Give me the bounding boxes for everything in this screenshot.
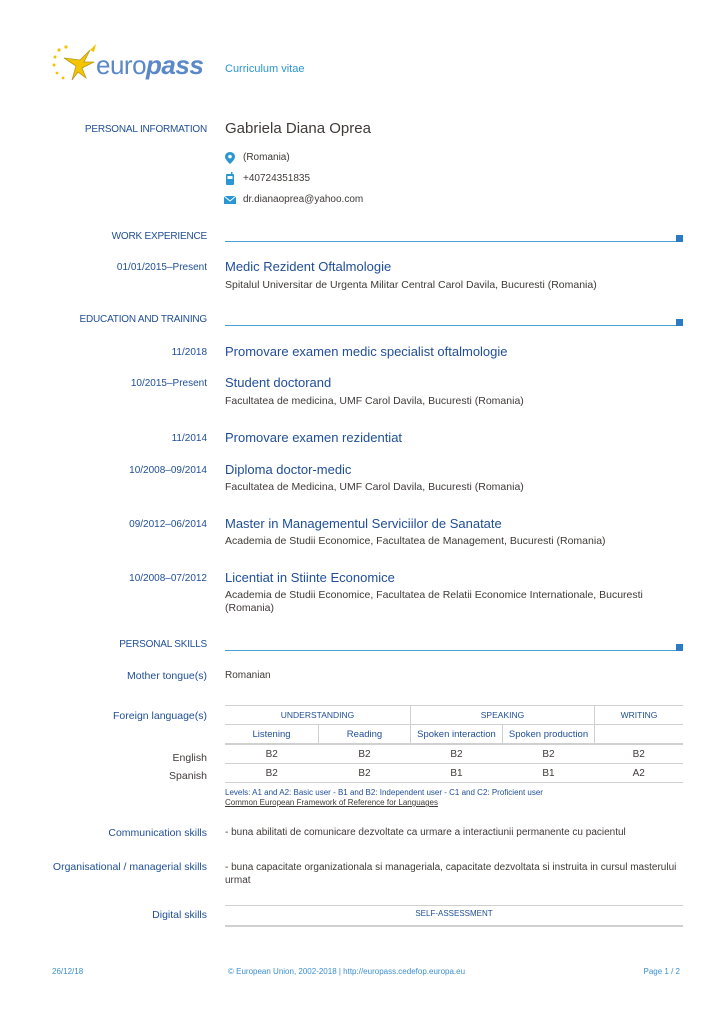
cell: B1 bbox=[503, 764, 595, 783]
section-divider-marker bbox=[676, 644, 683, 651]
mobile-phone-icon bbox=[226, 172, 234, 185]
education-organisation: Academia de Studii Economice, Facultatea de Relatii Economice Internationale, Bucuresti (Romania) bbox=[225, 589, 643, 614]
europass-logo bbox=[50, 40, 210, 90]
digital-skills-table-top-border bbox=[225, 905, 683, 906]
col-spoken-interaction: Spoken interaction bbox=[411, 725, 503, 745]
language-name-spanish: Spanish bbox=[169, 770, 207, 782]
section-label-work-experience: WORK EXPERIENCE bbox=[111, 231, 207, 242]
group-writing: WRITING bbox=[595, 706, 684, 725]
language-name-english: English bbox=[172, 752, 207, 764]
education-date: 10/2008–07/2012 bbox=[129, 573, 207, 584]
organisational-skills-label: Organisational / managerial skills bbox=[52, 861, 207, 873]
work-organisation: Spitalul Universitar de Urgenta Militar Central Carol Davila, Bucuresti (Romania) bbox=[225, 279, 597, 291]
group-speaking: SPEAKING bbox=[411, 706, 595, 725]
section-label-personal-skills: PERSONAL SKILLS bbox=[119, 639, 207, 650]
cell: A2 bbox=[595, 764, 684, 783]
section-divider bbox=[225, 650, 676, 651]
col-writing bbox=[595, 725, 684, 745]
education-organisation: Facultatea de medicina, UMF Carol Davila, Bucuresti (Romania) bbox=[225, 395, 524, 407]
education-date: 11/2018 bbox=[171, 347, 207, 358]
mother-tongue-label: Mother tongue(s) bbox=[127, 670, 207, 682]
section-divider-marker bbox=[676, 319, 683, 326]
education-title: Promovare examen rezidentiat bbox=[225, 430, 403, 445]
foreign-languages-label: Foreign language(s) bbox=[113, 710, 207, 722]
section-label-education: EDUCATION AND TRAINING bbox=[79, 314, 207, 325]
candidate-name: Gabriela Diana Oprea bbox=[225, 120, 371, 137]
education-date: 10/2008–09/2014 bbox=[129, 465, 207, 476]
cell: B2 bbox=[411, 744, 503, 764]
education-title: Master in Managementul Serviciilor de Sanatate bbox=[225, 516, 502, 531]
document-title: Curriculum vitae bbox=[225, 63, 305, 75]
digital-skills-table-bottom-border bbox=[225, 925, 683, 927]
cell: B2 bbox=[225, 744, 319, 764]
education-title: Promovare examen medic specialist oftalmologie bbox=[225, 344, 508, 359]
col-spoken-production: Spoken production bbox=[503, 725, 595, 745]
language-row-spanish bbox=[225, 764, 683, 783]
cell: B2 bbox=[595, 744, 684, 764]
location-text: (Romania) bbox=[243, 152, 290, 163]
email-envelope-icon bbox=[224, 196, 236, 204]
location-pin-icon bbox=[225, 152, 235, 164]
education-date: 11/2014 bbox=[171, 433, 207, 444]
work-title: Medic Rezident Oftalmologie bbox=[225, 259, 392, 274]
mother-tongue-value: Romanian bbox=[225, 670, 271, 681]
section-divider bbox=[225, 325, 676, 326]
work-date: 01/01/2015–Present bbox=[116, 262, 207, 273]
section-divider bbox=[225, 241, 676, 242]
education-date: 10/2015–Present bbox=[130, 378, 207, 389]
phone-number: +40724351835 bbox=[243, 173, 311, 184]
cell: B1 bbox=[411, 764, 503, 783]
cell: B2 bbox=[319, 744, 411, 764]
group-understanding: UNDERSTANDING bbox=[225, 706, 411, 725]
communication-skills-text: - buna abilitati de comunicare dezvoltate ca urmare a interactiunii permanente cu pacientul bbox=[225, 827, 626, 838]
col-reading: Reading bbox=[319, 725, 411, 745]
education-organisation: Facultatea de Medicina, UMF Carol Davila, Bucuresti (Romania) bbox=[225, 481, 524, 493]
section-label-personal-information: PERSONAL INFORMATION bbox=[84, 124, 207, 135]
col-listening: Listening bbox=[225, 725, 319, 745]
footer-copyright: © European Union, 2002-2018 | http://europass.cedefop.europa.eu bbox=[228, 967, 466, 976]
cell: B2 bbox=[225, 764, 319, 783]
education-title: Licentiat in Stiinte Economice bbox=[225, 570, 395, 585]
cefr-link[interactable]: Common European Framework of Reference for Languages bbox=[225, 798, 438, 807]
organisational-skills-text: - buna capacitate organizationala si manageriala, capacitate dezvoltata si instruita in cursul masterului urmat bbox=[225, 862, 677, 886]
digital-skills-label: Digital skills bbox=[152, 909, 207, 921]
communication-skills-label: Communication skills bbox=[108, 827, 207, 839]
education-title: Student doctorand bbox=[225, 375, 332, 390]
cell: B2 bbox=[319, 764, 411, 783]
digital-skills-header: SELF-ASSESSMENT bbox=[415, 909, 493, 918]
section-divider-marker bbox=[676, 235, 683, 242]
email-address[interactable]: dr.dianaoprea@yahoo.com bbox=[243, 194, 364, 205]
education-title: Diploma doctor-medic bbox=[225, 462, 352, 477]
logo-text-pass: pass bbox=[146, 50, 204, 80]
footer-date: 26/12/18 bbox=[52, 967, 84, 976]
education-organisation: Academia de Studii Economice, Facultatea de Management, Bucuresti (Romania) bbox=[225, 535, 606, 547]
education-date: 09/2012–06/2014 bbox=[129, 519, 207, 530]
levels-note: Levels: A1 and A2: Basic user - B1 and B2: Independent user - C1 and C2: Proficient user bbox=[225, 788, 543, 797]
cell: B2 bbox=[503, 744, 595, 764]
logo-text-euro: euro bbox=[96, 50, 147, 80]
language-skills-table bbox=[225, 705, 683, 783]
language-row-english bbox=[225, 744, 683, 764]
footer-page-number: Page 1 / 2 bbox=[643, 967, 680, 976]
